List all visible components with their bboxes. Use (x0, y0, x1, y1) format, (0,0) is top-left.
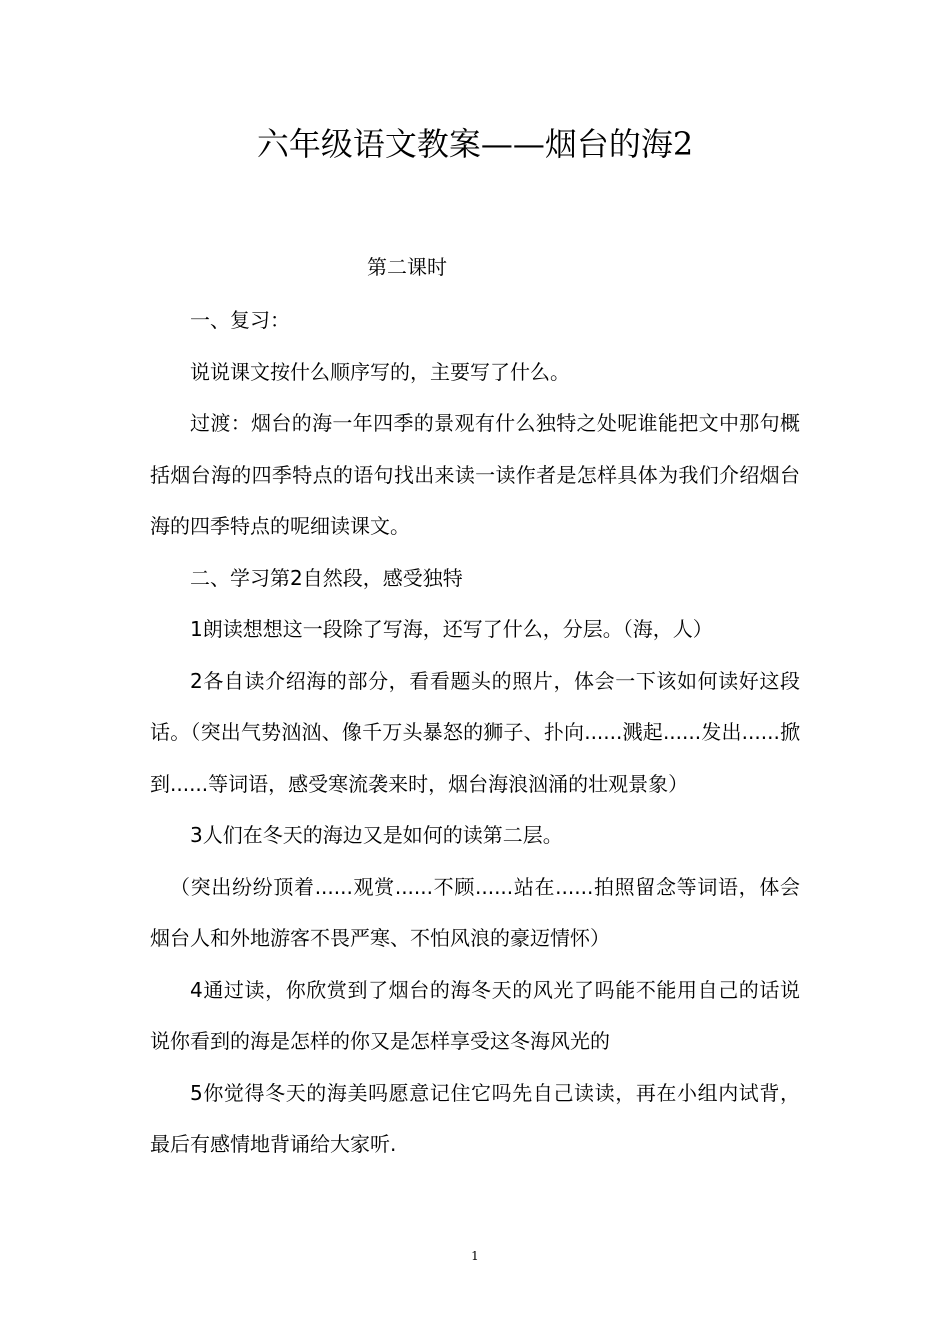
paragraph-step-4: 4通过读，你欣赏到了烟台的海冬天的风光了吗能不能用自己的话说说你看到的海是怎样的你又是怎样享受这冬海风光的 (150, 977, 800, 1053)
paragraph-step-3-note: （突出纷纷顶着......观赏......不顾......站在......拍照留念等词语，体会烟台人和外地游客不畏严寒、不怕风浪的豪迈情怀） (150, 874, 800, 950)
paragraph-step-1: 1朗读想想这一段除了写海，还写了什么，分层。（海，人） (190, 617, 713, 641)
document-body (150, 295, 800, 1171)
paragraph-review-heading: 一、复习： (190, 308, 290, 332)
paragraph-step-5: 5你觉得冬天的海美吗愿意记住它吗先自己读读，再在小组内试背，最后有感情地背诵给大家听. (150, 1080, 800, 1156)
lesson-subtitle: 第二课时 (367, 255, 447, 279)
paragraph-step-2: 2各自读介绍海的部分，看看题头的照片，体会一下该如何读好这段话。（突出气势汹汹、像千万头暴怒的狮子、扑向......溅起......发出......掀到......等词语，感受寒流袭来时，烟台海浪汹涌的壮观景象） (150, 668, 800, 796)
page-number: 1 (471, 1249, 479, 1263)
paragraph-review-question: 说说课文按什么顺序写的，主要写了什么。 (190, 359, 570, 384)
paragraph-step-3: 3人们在冬天的海边又是如何的读第二层。 (190, 823, 563, 847)
document-title: 六年级语文教案——烟台的海2 (256, 125, 694, 163)
paragraph-transition: 过渡：烟台的海一年四季的景观有什么独特之处呢谁能把文中那句概括烟台海的四季特点的语句找出来读一读作者是怎样具体为我们介绍烟台海的四季特点的呢细读课文。 (150, 411, 800, 538)
paragraph-study-heading: 二、学习第2自然段，感受独特 (190, 565, 463, 590)
